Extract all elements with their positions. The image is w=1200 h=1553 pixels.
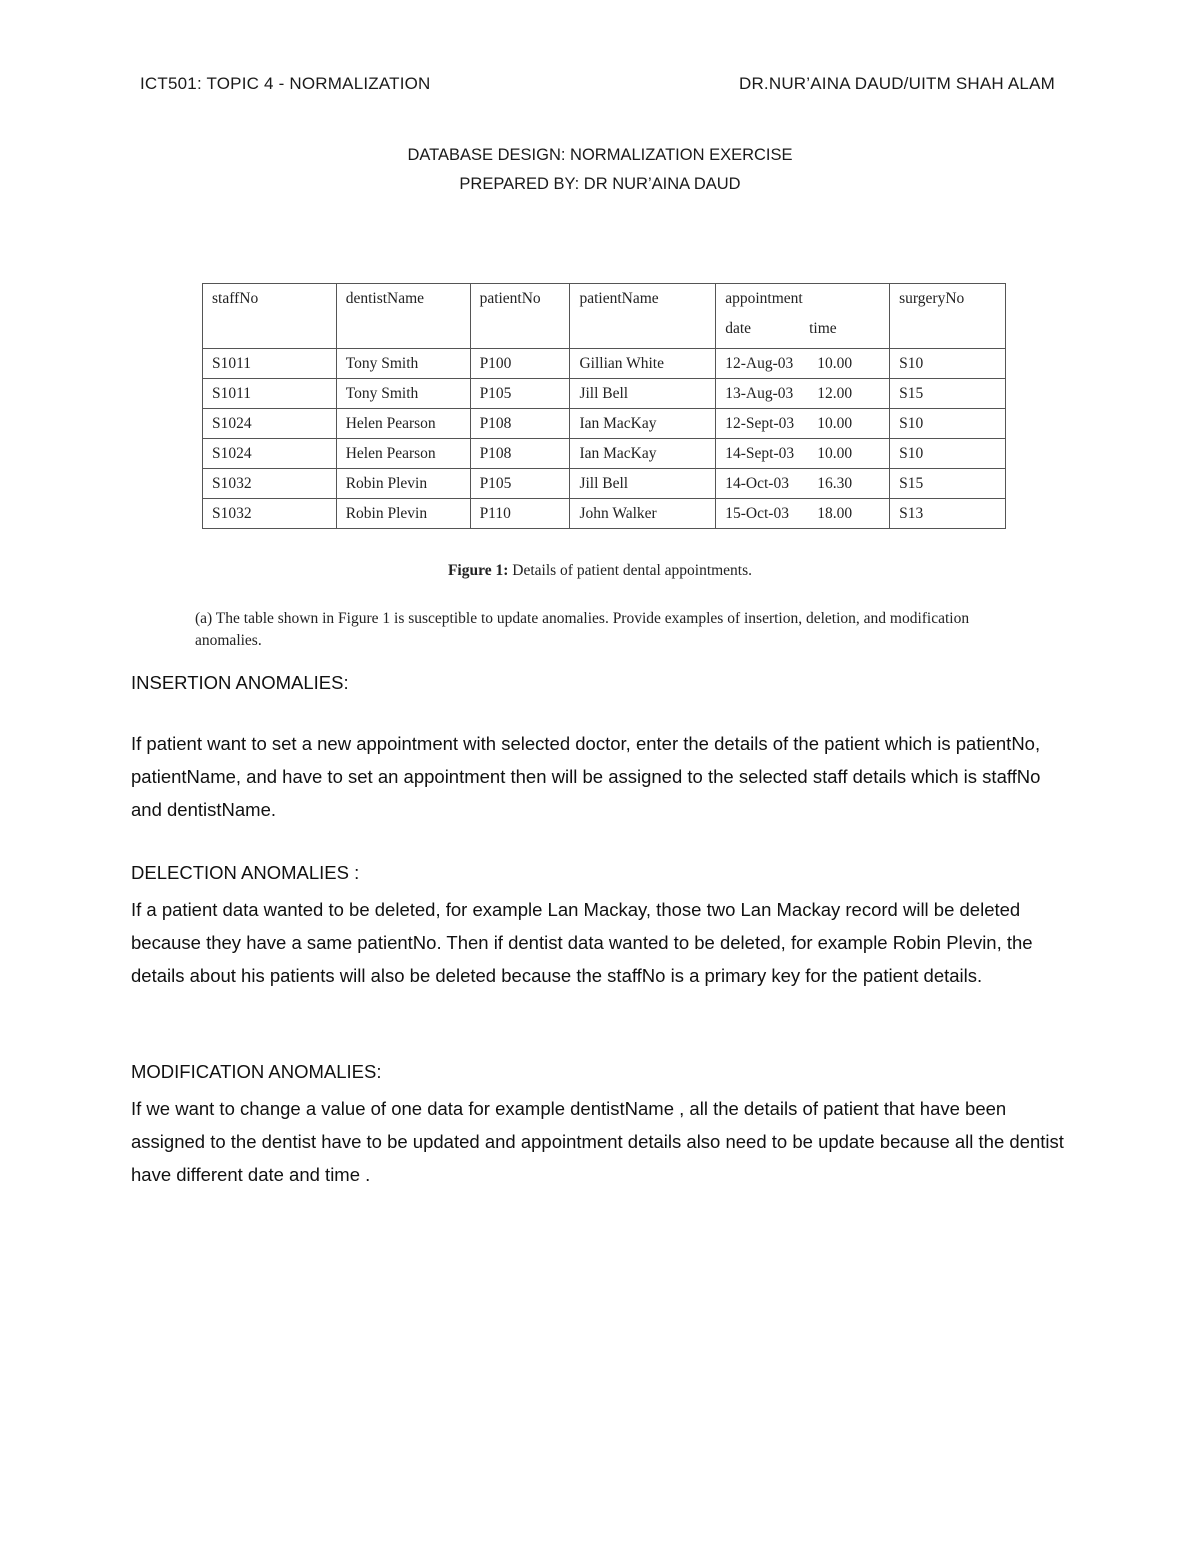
table-row: [203, 439, 1006, 469]
insertion-text: If patient want to set a new appointment with selected doctor, enter the details of the patient which is patientNo, patientName, and have to set an appointment then will be assigned to the selected staff details which is staffNo and dentistName.: [131, 733, 1041, 820]
appointments-table: [202, 283, 1006, 529]
cell-staffno: S1032: [203, 499, 337, 529]
cell-date: 14-Sept-03: [725, 445, 795, 462]
header-appointment-label: appointment: [725, 290, 803, 307]
figure-caption: [0, 562, 1200, 580]
cell-time: 16.30: [817, 475, 853, 492]
header-time: time: [809, 320, 837, 337]
table-row: [203, 499, 1006, 529]
cell-patientname: Jill Bell: [570, 469, 716, 499]
cell-appointment: [716, 409, 890, 439]
document-subtitle: PREPARED BY: DR NUR’AINA DAUD: [459, 175, 741, 193]
cell-date: 13-Aug-03: [725, 385, 794, 402]
cell-staffno: S1024: [203, 439, 337, 469]
table-row: [203, 409, 1006, 439]
cell-time: 12.00: [817, 385, 853, 402]
cell-time: 10.00: [817, 355, 853, 372]
header-topic: ICT501: TOPIC 4 - NORMALIZATION: [140, 74, 431, 93]
header-dentistname: dentistName: [336, 284, 470, 349]
cell-appointment: [716, 379, 890, 409]
cell-patientname: John Walker: [570, 499, 716, 529]
header-staffno: staffNo: [203, 284, 337, 349]
cell-patientno: P108: [470, 439, 570, 469]
cell-staffno: S1011: [203, 379, 337, 409]
header-date: date: [725, 320, 752, 337]
header-patientname: patientName: [570, 284, 716, 349]
table-row: [203, 469, 1006, 499]
cell-appointment: [716, 499, 890, 529]
exercise-question: (a) The table shown in Figure 1 is susceptible to update anomalies. Provide examples of insertion, deletion, and modification anomalies.: [195, 610, 970, 649]
cell-patientname: Gillian White: [570, 349, 716, 379]
cell-dentistname: Tony Smith: [336, 379, 470, 409]
cell-date: 15-Oct-03: [725, 505, 789, 522]
header-surgeryno: surgeryNo: [890, 284, 1006, 349]
cell-surgeryno: S10: [890, 349, 1006, 379]
cell-date: 14-Oct-03: [725, 475, 789, 492]
table-header-row: [203, 284, 1006, 349]
header-appointment: [716, 284, 890, 349]
document-title: DATABASE DESIGN: NORMALIZATION EXERCISE: [407, 146, 793, 164]
cell-time: 10.00: [817, 415, 853, 432]
cell-patientname: Ian MacKay: [570, 439, 716, 469]
cell-surgeryno: S15: [890, 379, 1006, 409]
cell-patientname: Jill Bell: [570, 379, 716, 409]
cell-patientno: P105: [470, 379, 570, 409]
cell-staffno: S1011: [203, 349, 337, 379]
cell-surgeryno: S15: [890, 469, 1006, 499]
cell-staffno: S1024: [203, 409, 337, 439]
insertion-heading: INSERTION ANOMALIES:: [131, 672, 349, 693]
cell-appointment: [716, 349, 890, 379]
cell-surgeryno: S10: [890, 409, 1006, 439]
cell-date: 12-Sept-03: [725, 415, 795, 432]
cell-surgeryno: S13: [890, 499, 1006, 529]
cell-date: 12-Aug-03: [725, 355, 794, 372]
deletion-text: If a patient data wanted to be deleted, for example Lan Mackay, those two Lan Mackay record will be deleted because they have a same patientNo. Then if dentist data wanted to be deleted, for example Robin Plevin, the details about his patients will also be deleted because the staffNo is a primary key for the patient details.: [131, 899, 1033, 986]
cell-dentistname: Helen Pearson: [336, 439, 470, 469]
cell-dentistname: Robin Plevin: [336, 469, 470, 499]
cell-dentistname: Tony Smith: [336, 349, 470, 379]
cell-appointment: [716, 439, 890, 469]
modification-text: If we want to change a value of one data for example dentistName , all the details of patient that have been assigned to the dentist have to be updated and appointment details also need to be update because all the dentist have different date and time .: [131, 1098, 1064, 1185]
cell-dentistname: Robin Plevin: [336, 499, 470, 529]
cell-patientno: P100: [470, 349, 570, 379]
figure-label: Figure 1:: [447, 562, 509, 579]
cell-patientno: P110: [470, 499, 570, 529]
cell-appointment: [716, 469, 890, 499]
modification-heading: MODIFICATION ANOMALIES:: [131, 1061, 382, 1082]
cell-surgeryno: S10: [890, 439, 1006, 469]
cell-patientno: P108: [470, 409, 570, 439]
cell-staffno: S1032: [203, 469, 337, 499]
cell-time: 10.00: [817, 445, 853, 462]
figure-caption-text: Details of patient dental appointments.: [508, 562, 753, 579]
cell-time: 18.00: [817, 505, 853, 522]
header-author: DR.NUR’AINA DAUD/UITM SHAH ALAM: [738, 74, 1055, 93]
table-row: [203, 349, 1006, 379]
deletion-heading: DELECTION ANOMALIES :: [131, 862, 360, 883]
cell-patientno: P105: [470, 469, 570, 499]
cell-patientname: Ian MacKay: [570, 409, 716, 439]
cell-dentistname: Helen Pearson: [336, 409, 470, 439]
table-row: [203, 379, 1006, 409]
header-patientno: patientNo: [470, 284, 570, 349]
